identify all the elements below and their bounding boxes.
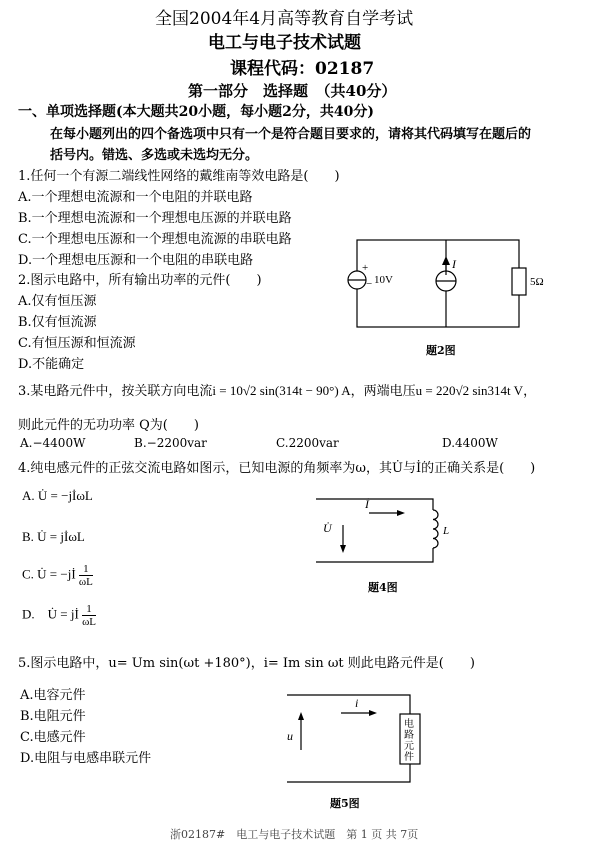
q3-option-d: D.4400W — [442, 436, 498, 450]
q5-option-b: B.电阻元件 — [20, 709, 86, 724]
q4-option-d — [22, 603, 96, 628]
q3-stem-a: 3.某电路元件中，按关联方向电流 — [18, 384, 213, 399]
element-box-char: 路 — [404, 730, 414, 741]
q3-stem — [18, 380, 536, 399]
q5-option-d: D.电阻与电感串联元件 — [20, 751, 152, 766]
source-voltage-label: 10V — [374, 274, 393, 286]
current-label: i — [355, 696, 359, 710]
figure-4-caption: 题4图 — [368, 581, 398, 594]
q1-option-c: C.一个理想电压源和一个理想电流源的串联电路 — [18, 232, 292, 247]
fraction-numerator: 1 — [82, 603, 96, 616]
q3-stem-line-2: 则此元件的无功功率 Q为( ) — [18, 418, 199, 433]
fraction-denominator: ωL — [78, 576, 93, 588]
q2-option-a: A.仅有恒压源 — [18, 294, 97, 309]
element-box-char: 元 — [404, 741, 414, 752]
q5-option-c: C.电感元件 — [20, 730, 86, 745]
current-label: I — [452, 257, 456, 271]
figure-2-circuit — [330, 235, 544, 330]
part-heading: 第一部分 选择题 （共40分） — [188, 82, 397, 100]
q4-option-c — [22, 563, 93, 588]
q1-stem: 1.任何一个有源二端线性网络的戴维南等效电路是( ) — [18, 169, 340, 184]
figure-2-caption: 题2图 — [426, 344, 456, 357]
inductor-label: L — [443, 525, 450, 537]
resistor-symbol — [512, 268, 526, 295]
q4-option-c-fraction — [79, 563, 93, 588]
paper-title: 电工与电子技术试题 — [208, 33, 361, 53]
q2-option-b: B.仅有恒流源 — [18, 315, 97, 330]
page-footer: 浙02187# 电工与电子技术试题 第 1 页 共 7页 — [170, 828, 419, 841]
q4-option-a: A. U̇ = −jİωL — [22, 488, 93, 503]
q5-option-a: A.电容元件 — [20, 688, 86, 703]
q3-option-c: C.2200var — [276, 436, 339, 450]
q3-stem-b: ，两端电压 — [350, 384, 416, 399]
element-box-char: 电 — [404, 719, 414, 730]
q4-option-d-fraction — [82, 603, 96, 628]
voltage-arrow-icon — [298, 712, 304, 720]
exam-title: 全国2004年4月高等教育自学考试 — [155, 9, 414, 29]
q4-option-d-text: D. U̇ = jİ — [22, 606, 79, 622]
course-code: 课程代码：02187 — [230, 59, 375, 79]
q5-stem: 5.图示电路中，u= Um sin(ωt +180°)，i= Im sin ωt 则此电路元件是( ) — [18, 656, 475, 671]
q2-stem: 2.图示电路中，所有输出功率的元件( ) — [18, 273, 262, 288]
inductor-coil — [433, 510, 438, 548]
q1-option-b: B.一个理想电流源和一个理想电压源的并联电路 — [18, 211, 292, 226]
q4-option-b: B. U̇ = jİωL — [22, 529, 85, 544]
figure-4-circuit — [315, 490, 465, 570]
section-heading: 一、单项选择题(本大题共20小题，每小题2分，共40分) — [18, 104, 374, 120]
fraction-numerator: 1 — [79, 563, 93, 576]
current-label: İ — [365, 497, 369, 511]
q3-stem-c: ， — [523, 384, 537, 399]
voltage-label: U̇ — [323, 521, 332, 535]
voltage-label: u — [287, 729, 293, 743]
element-box-char: 件 — [404, 752, 414, 763]
q3-current-expression: i = 10√2 sin(314t − 90°) A — [212, 383, 351, 398]
fraction-denominator: ωL — [82, 616, 97, 628]
instruction-line-1: 在每小题列出的四个备选项中只有一个是符合题目要求的，请将其代码填写在题后的 — [50, 127, 532, 142]
q1-option-a: A.一个理想电流源和一个电阻的并联电路 — [18, 190, 253, 205]
source-plus-sign: + — [362, 262, 369, 274]
q1-option-d: D.一个理想电压源和一个电阻的串联电路 — [18, 253, 254, 268]
source-minus-sign: − — [366, 278, 373, 290]
q4-option-c-text: C. U̇ = −jİ — [22, 566, 76, 582]
q3-option-b: B.−2200var — [134, 436, 207, 450]
instruction-line-2: 括号内。错选、多选或未选均无分。 — [50, 148, 259, 163]
q2-option-d: D.不能确定 — [18, 357, 85, 372]
current-arrow-icon — [397, 510, 405, 516]
q4-stem: 4.纯电感元件的正弦交流电路如图示，已知电源的角频率为ω，其U̇与İ的正确关系是( ) — [18, 461, 536, 476]
resistor-label: 5Ω — [530, 276, 544, 288]
current-arrow-icon — [442, 256, 450, 265]
voltage-arrow-icon — [340, 545, 346, 553]
q3-voltage-expression: u = 220√2 sin314t V — [415, 383, 524, 398]
q3-option-a: A.−4400W — [20, 436, 86, 450]
q2-option-c: C.有恒压源和恒流源 — [18, 336, 136, 351]
current-arrow-icon — [369, 710, 377, 716]
figure-5-caption: 题5图 — [330, 797, 360, 810]
figure-5-circuit — [285, 690, 425, 790]
